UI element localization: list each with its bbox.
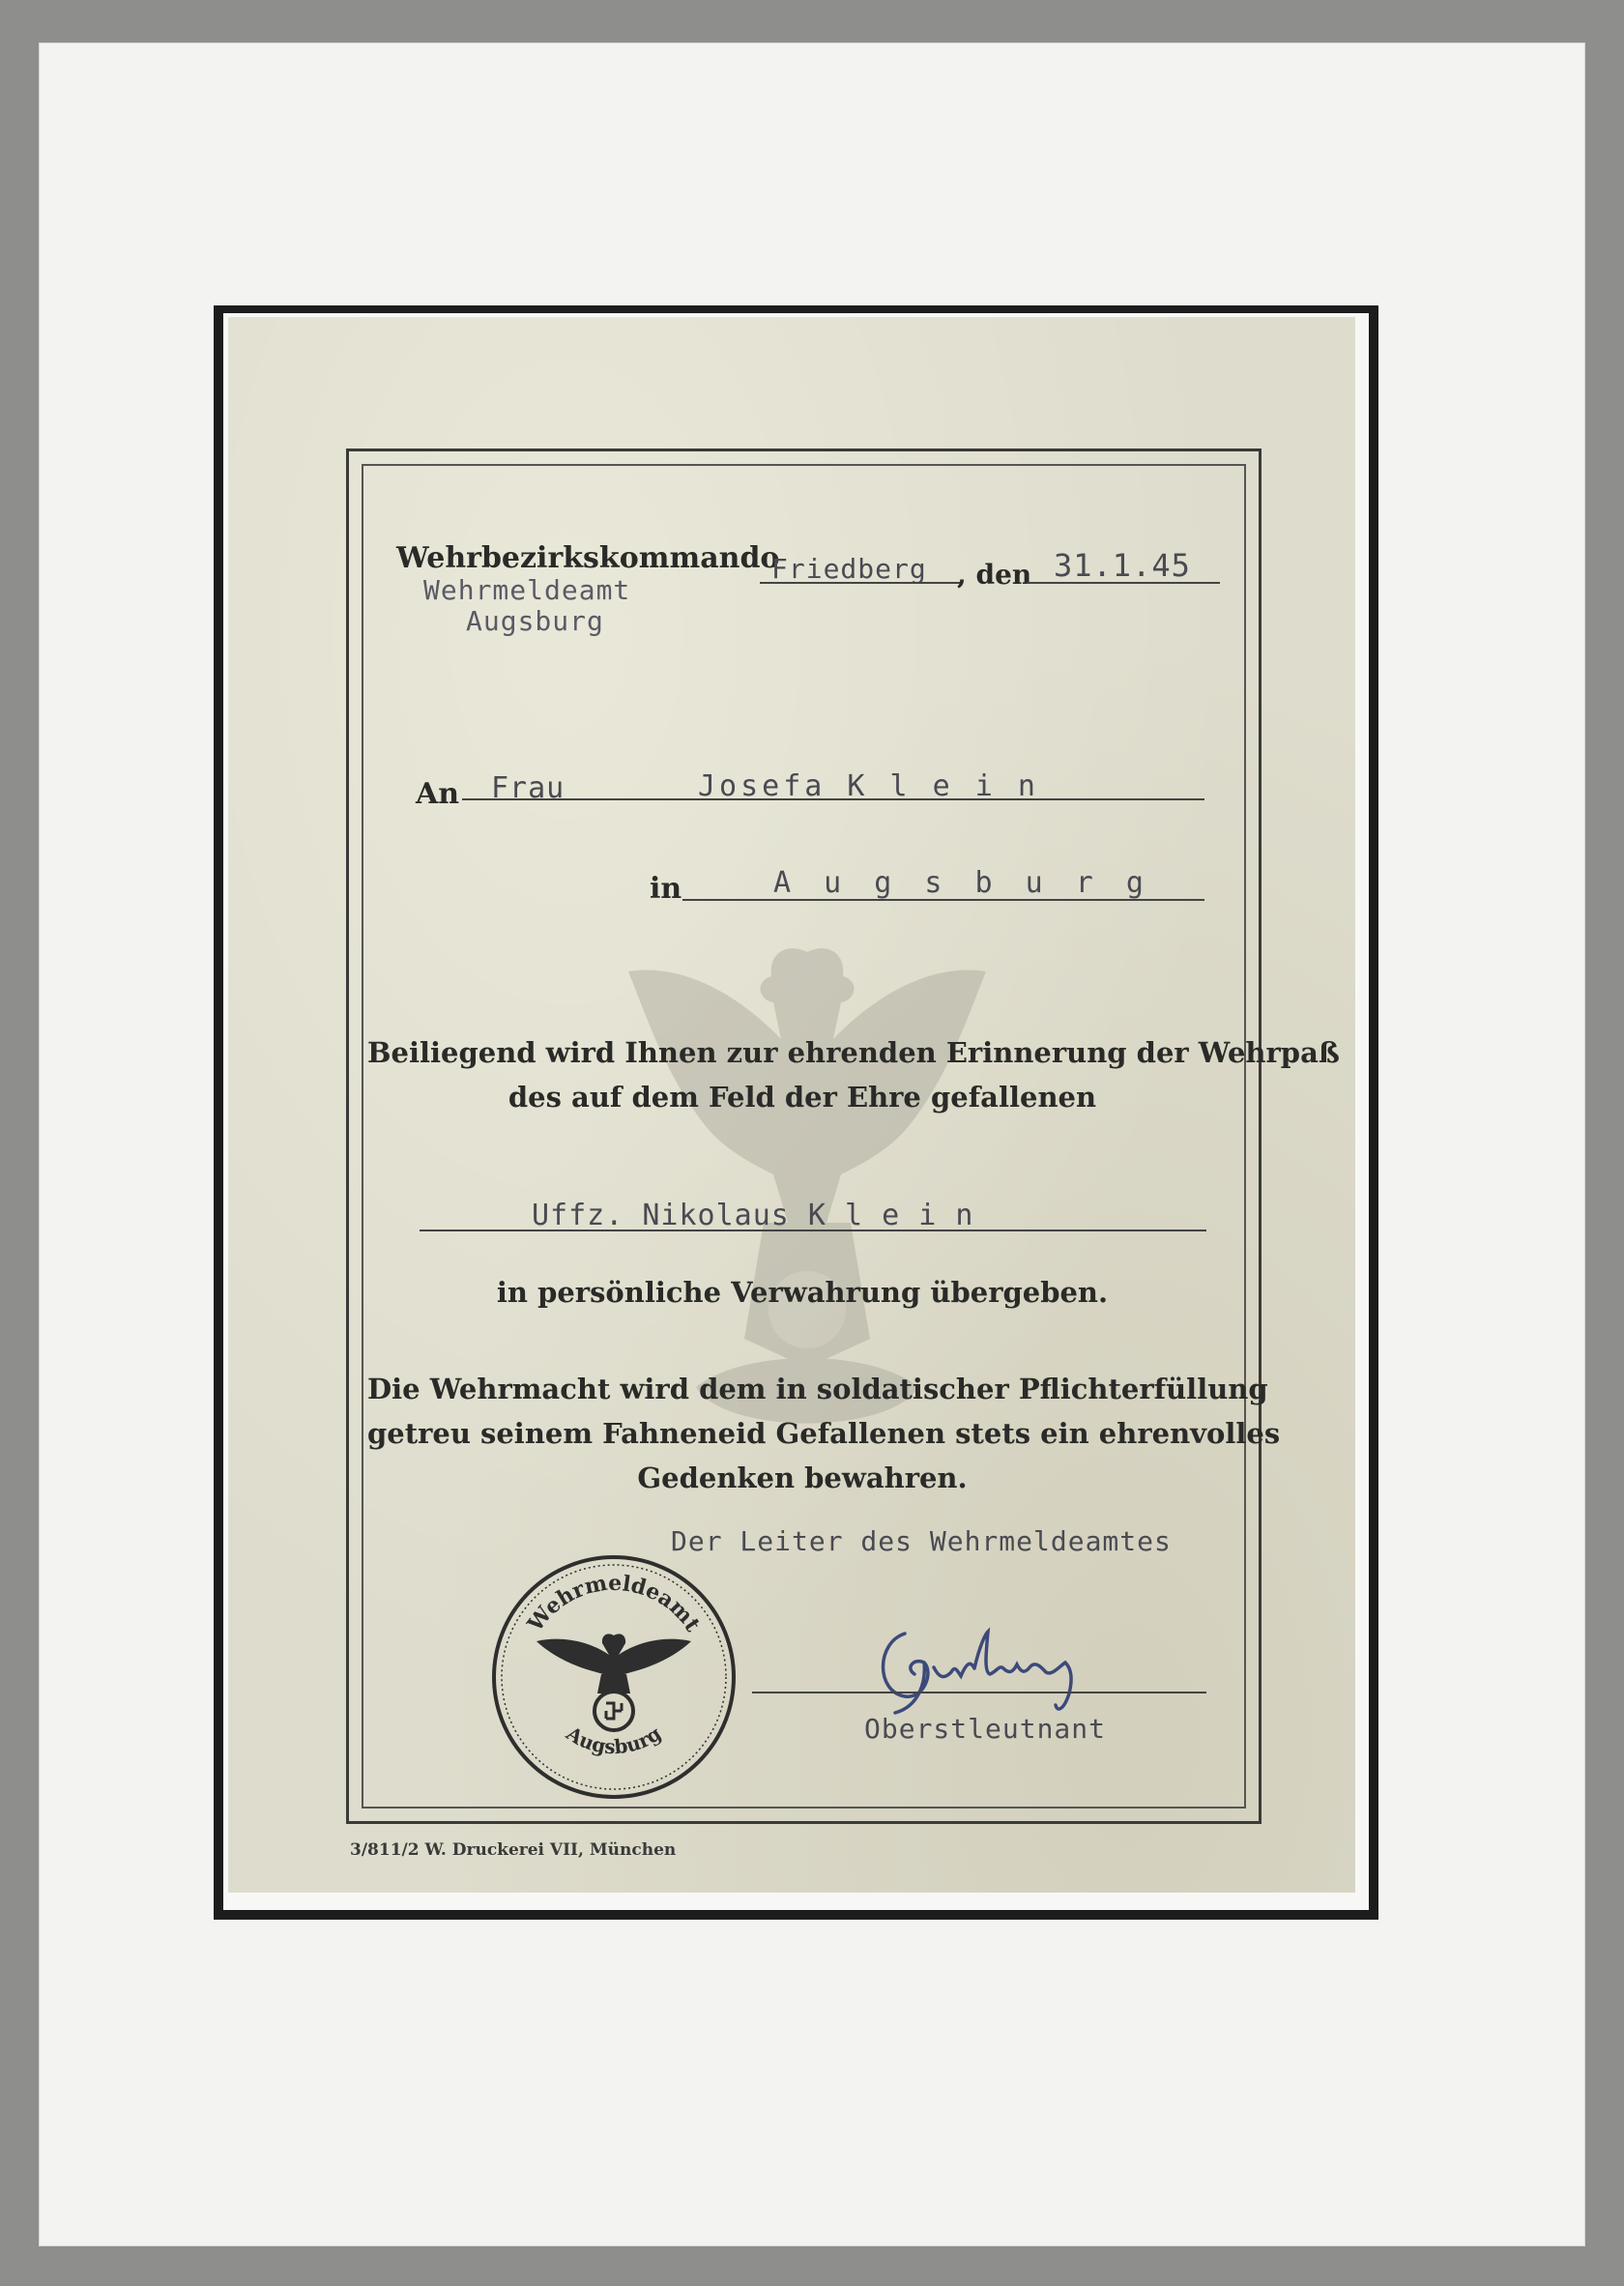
svg-text:Wehrmeldeamt — [522, 1571, 706, 1637]
svg-text:Augsburg — [562, 1721, 665, 1758]
printer-footer: 3/811/2 W. Druckerei VII, München — [350, 1840, 677, 1860]
office-stamp-line2: Augsburg — [466, 605, 604, 637]
place-value: Friedberg — [771, 553, 927, 585]
signature-title: Der Leiter des Wehrmeldeamtes — [671, 1525, 1172, 1557]
an-label: An — [416, 777, 460, 811]
den-label: , den — [957, 559, 1032, 591]
recipient-name: Josefa K l e i n — [698, 769, 1039, 803]
handwritten-signature — [866, 1605, 1117, 1721]
body-line4: Die Wehrmacht wird dem in soldatischer Pflichterfüllung — [367, 1373, 1268, 1405]
salutation-value: Frau — [491, 771, 566, 805]
body-line5: getreu seinem Fahneneid Gefallenen stets ein ehrenvolles — [367, 1417, 1281, 1450]
signature-rank: Oberstleutnant — [864, 1713, 1107, 1745]
date-value: 31.1.45 — [1054, 547, 1191, 584]
place-underline — [760, 582, 961, 584]
body-line3: in persönliche Verwahrung übergeben. — [496, 1276, 1109, 1309]
body-line2: des auf dem Feld der Ehre gefallenen — [508, 1081, 1097, 1114]
office-heading: Wehrbezirkskommando — [396, 541, 780, 575]
signature-underline — [752, 1692, 1206, 1693]
official-seal-icon — [483, 1547, 744, 1808]
city-underline — [682, 899, 1204, 901]
recipient-underline — [462, 798, 1204, 800]
date-underline — [1027, 582, 1220, 584]
soldier-name: Uffz. Nikolaus K l e i n — [532, 1199, 974, 1232]
in-label: in — [650, 872, 682, 906]
city-value: A u g s b u r g — [773, 866, 1151, 900]
soldier-underline — [420, 1230, 1206, 1231]
seal-bottom-text: Augsburg — [562, 1721, 666, 1759]
office-stamp-line1: Wehrmeldeamt — [423, 574, 631, 606]
seal-top-text: Wehrmeldeamt — [522, 1570, 706, 1636]
body-line1: Beiliegend wird Ihnen zur ehrenden Erinnerung der Wehrpaß — [367, 1036, 1340, 1069]
body-line6: Gedenken bewahren. — [637, 1461, 968, 1494]
